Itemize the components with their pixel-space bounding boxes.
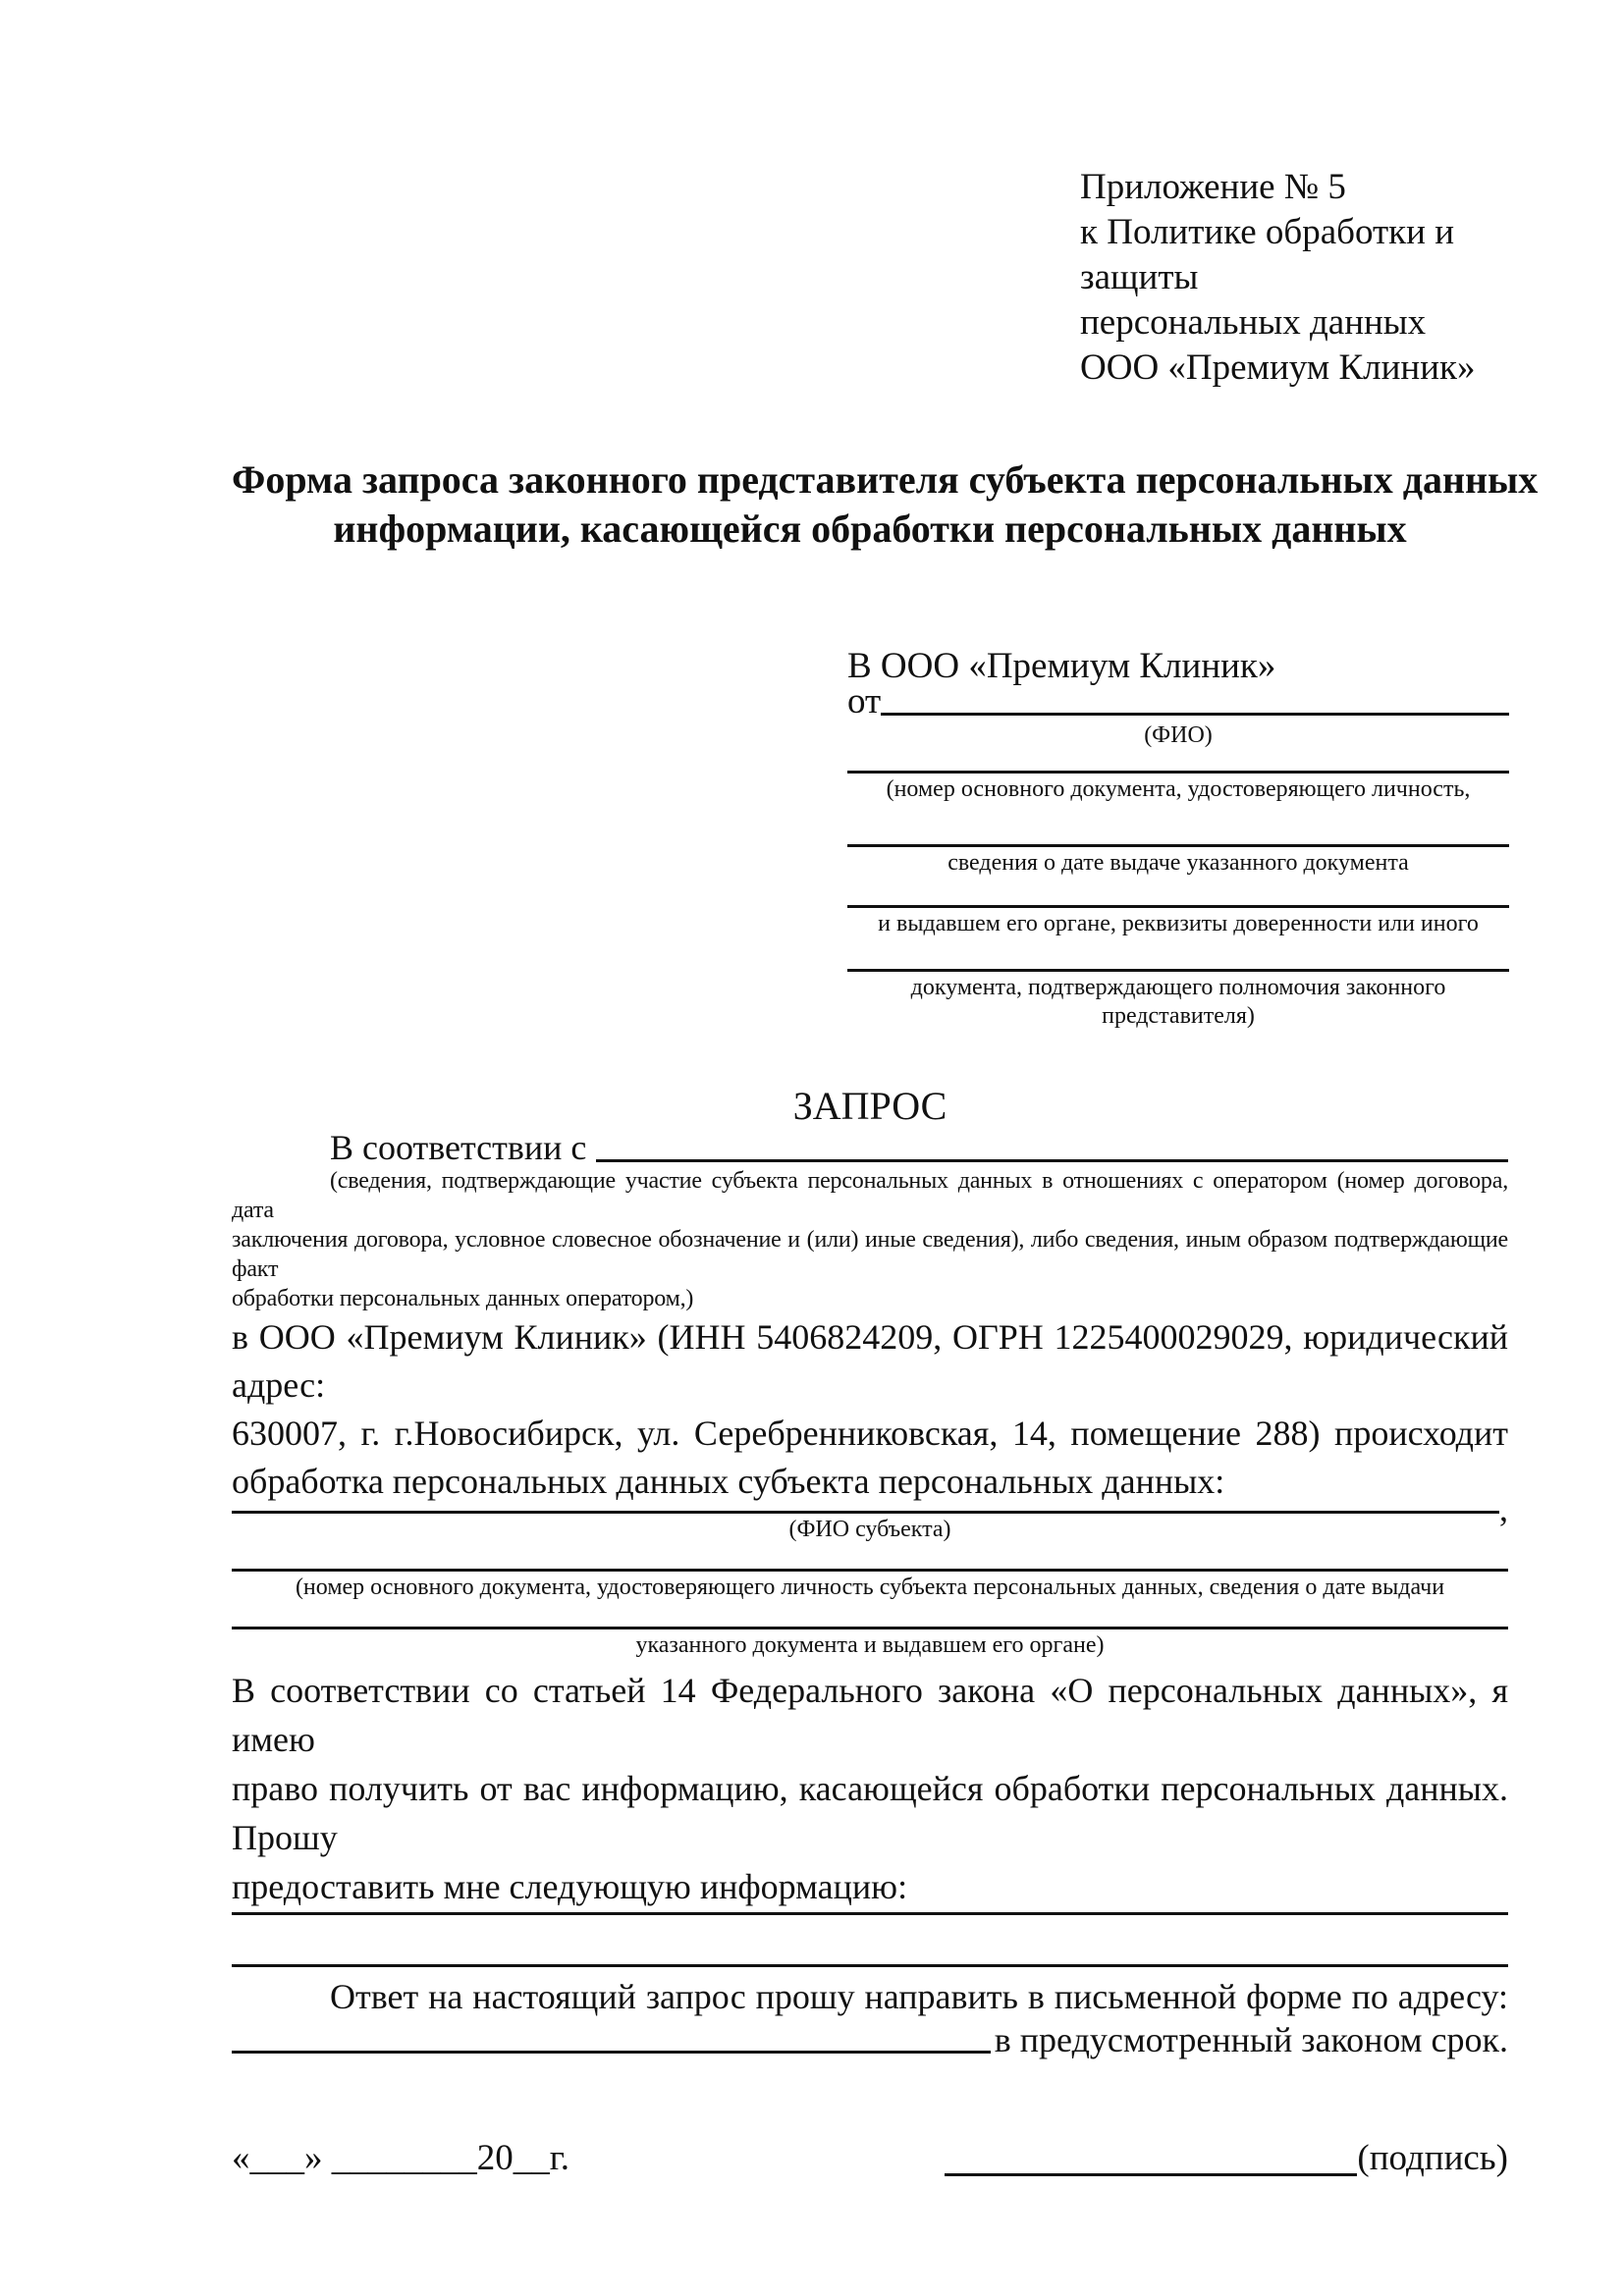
appendix-line: персональных данных	[1080, 302, 1427, 343]
operator-paragraph-line: в ООО «Премиум Клиник» (ИНН 5406824209, ОГРН 1225400029029, юридический адрес:	[232, 1317, 1508, 1405]
field-caption: документа, подтверждающего полномочия законного представителя)	[910, 975, 1446, 1029]
addressee-block	[847, 645, 1509, 1031]
blank-line	[847, 750, 1509, 774]
document-title	[232, 455, 1539, 554]
operator-paragraph	[232, 1313, 1508, 1506]
reply-address-field	[232, 2018, 1508, 2057]
subject-doc-caption: (номер основного документа, удостоверяющего личность субъекта персональных данных, сведения о дате выдачи	[295, 1575, 1445, 1600]
from-blank-line	[881, 710, 1509, 716]
law-paragraph-line: В соответствии со статьей 14 Федерального закона «О персональных данных», я имею	[232, 1671, 1508, 1759]
appendix-line: Приложение № 5	[1080, 167, 1346, 207]
reply-paragraph	[232, 1975, 1508, 2057]
basis-caption-line: (сведения, подтверждающие участие субъекта персональных данных в отношениях с оператором (номер договора, дата	[232, 1168, 1508, 1223]
addressee-to: В ООО «Премиум Клиник»	[847, 646, 1276, 686]
reply-paragraph-line: Ответ на настоящий запрос прошу направить в письменной форме по адресу:	[330, 1977, 1508, 2016]
subject-fio-field	[232, 1489, 1508, 1528]
basis-caption-line: заключения договора, условное словесное обозначение и (или) иные сведения), либо сведения, иным образом подтверждающие факт	[232, 1227, 1508, 1282]
operator-paragraph-line: обработка персональных данных субъекта персональных данных:	[232, 1462, 1225, 1501]
from-field	[847, 681, 1509, 721]
law-paragraph	[232, 1666, 1508, 1911]
fio-caption: (ФИО)	[1144, 722, 1213, 748]
appendix-line: к Политике обработки и защиты	[1080, 212, 1455, 297]
basis-label: В соответствии с	[330, 1128, 587, 1167]
signature-field	[945, 2136, 1508, 2181]
request-heading: ЗАПРОС	[792, 1084, 947, 1128]
footer-row	[232, 2136, 1508, 2181]
subject-doc-caption: указанного документа и выдавшем его органе)	[635, 1632, 1105, 1658]
law-paragraph-line: предоставить мне следующую информацию:	[232, 1867, 908, 1906]
appendix-header	[1080, 165, 1508, 391]
basis-blank-line	[596, 1156, 1508, 1162]
subject-fio-comma: ,	[1499, 1489, 1508, 1528]
signature-caption: (подпись)	[1357, 2138, 1508, 2178]
signature-blank-line	[945, 2170, 1357, 2176]
basis-caption	[232, 1166, 1508, 1313]
blank-line	[847, 938, 1509, 972]
blank-line	[847, 878, 1509, 908]
appendix-line: ООО «Премиум Клиник»	[1080, 347, 1476, 388]
operator-paragraph-line: 630007, г. г.Новосибирск, ул. Серебренниковская, 14, помещение 288) происходит	[232, 1414, 1508, 1453]
date-field: «___» ________20__г.	[232, 2138, 570, 2178]
basis-field	[232, 1128, 1508, 1167]
field-caption: и выдавшем его органе, реквизиты доверенности или иного	[878, 911, 1479, 936]
basis-caption-line: обработки персональных данных оператором,)	[232, 1286, 694, 1311]
subject-fio-caption: (ФИО субъекта)	[788, 1517, 951, 1542]
blank-line	[847, 804, 1509, 847]
title-line: информации, касающейся обработки персональных данных	[333, 507, 1407, 551]
title-line: Форма запроса законного представителя субъекта персональных данных	[232, 457, 1539, 502]
field-caption: (номер основного документа, удостоверяющего личность,	[886, 776, 1471, 802]
reply-paragraph-line: в предусмотренный законом срок.	[994, 2020, 1508, 2059]
reply-address-blank-line	[232, 2048, 991, 2054]
subject-fio-blank-line	[232, 1508, 1499, 1514]
from-label: от	[847, 681, 882, 721]
blank-line	[232, 1602, 1508, 1629]
blank-line	[232, 1544, 1508, 1572]
blank-line	[232, 1915, 1508, 1967]
field-caption: сведения о дате выдаче указанного документа	[947, 850, 1409, 876]
law-paragraph-line: право получить от вас информацию, касающейся обработки персональных данных. Прошу	[232, 1769, 1508, 1857]
